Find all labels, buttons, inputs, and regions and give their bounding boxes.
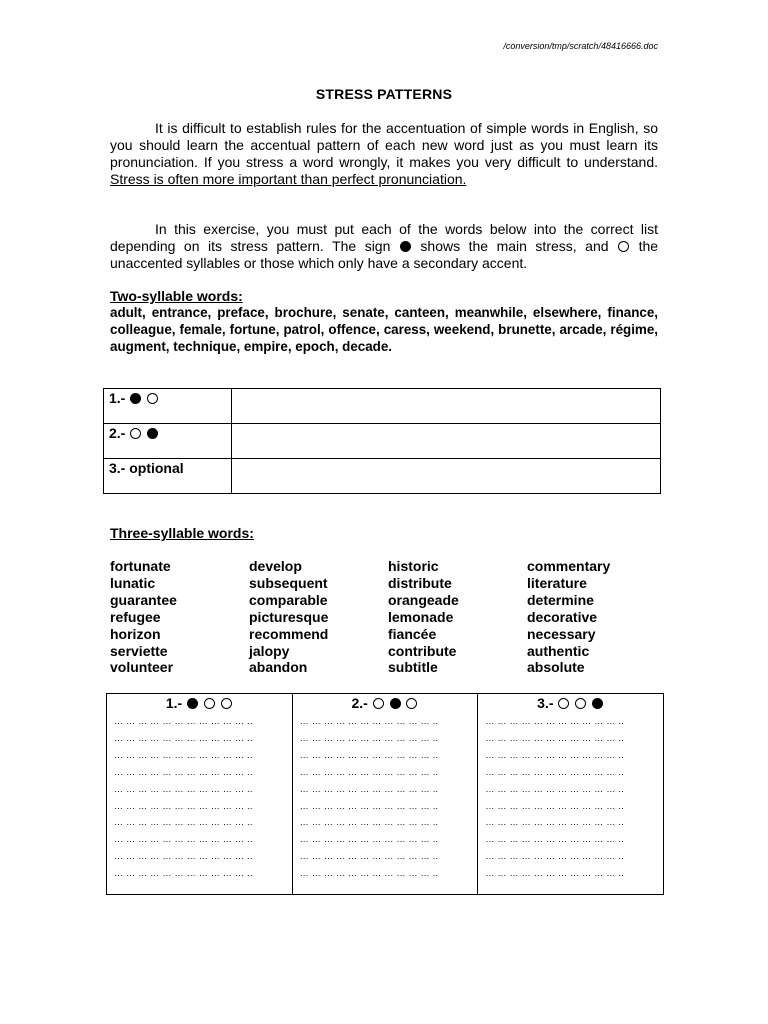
- pattern-number: 3.-: [537, 695, 554, 711]
- blank-line[interactable]: … … … … … … … … … … … ..: [485, 766, 625, 777]
- blank-line[interactable]: … … … … … … … … … … … ..: [299, 834, 439, 845]
- word-item: determine: [527, 591, 594, 608]
- stressed-dot-icon: [390, 698, 401, 709]
- instruction-text-b: shows the main stress, and: [420, 238, 609, 254]
- answer-cell-3[interactable]: [232, 459, 661, 494]
- word-item: distribute: [388, 574, 452, 591]
- unstressed-circle-icon: [406, 698, 417, 709]
- blank-line[interactable]: … … … … … … … … … … … ..: [114, 766, 253, 777]
- word-item: lunatic: [110, 574, 156, 591]
- answer-column-1[interactable]: [107, 694, 293, 895]
- table-row: [107, 694, 664, 895]
- blank-line[interactable]: … … … … … … … … … … … ..: [114, 851, 253, 862]
- stressed-dot-icon: [147, 428, 158, 439]
- word-item: historic: [388, 558, 439, 574]
- page-title: STRESS PATTERNS: [315, 86, 453, 102]
- word-item: subsequent: [249, 574, 328, 591]
- pattern-number: 2.-: [351, 695, 368, 711]
- word-item: decorative: [527, 608, 598, 625]
- blank-line[interactable]: … … … … … … … … … … … ..: [485, 834, 625, 845]
- pattern-label-1: [104, 389, 232, 424]
- blank-lines: [478, 713, 663, 882]
- word-item: contribute: [388, 642, 457, 659]
- blank-line[interactable]: … … … … … … … … … … … ..: [485, 783, 625, 794]
- word-item: comparable: [249, 591, 328, 608]
- blank-line[interactable]: … … … … … … … … … … … ..: [114, 783, 253, 794]
- instruction-text-c: the unaccented syllables or those which only have a secondary accent.: [110, 238, 659, 271]
- word-item: develop: [249, 558, 302, 574]
- pattern-number: 1.-: [109, 390, 126, 406]
- word-item: refugee: [110, 608, 161, 625]
- blank-line[interactable]: … … … … … … … … … … … ..: [114, 749, 253, 760]
- answer-cell-2[interactable]: [232, 424, 661, 459]
- column-head-1: [107, 694, 292, 713]
- two-syllable-heading: Two-syllable words:: [110, 288, 243, 304]
- answer-cell-1[interactable]: [232, 389, 661, 424]
- unstressed-circle-icon: [204, 698, 215, 709]
- word-item: abandon: [249, 659, 308, 676]
- three-syllable-word-grid: [110, 558, 670, 676]
- blank-line[interactable]: … … … … … … … … … … … ..: [299, 716, 439, 726]
- column-head-2: [293, 694, 478, 713]
- blank-line[interactable]: … … … … … … … … … … … ..: [485, 716, 625, 726]
- stressed-dot-icon: [187, 698, 198, 709]
- word-item: literature: [527, 574, 587, 591]
- blank-line[interactable]: … … … … … … … … … … … ..: [299, 817, 439, 828]
- intro-paragraph-2: [110, 221, 658, 272]
- unstressed-circle-icon: [558, 698, 569, 709]
- unstressed-circle-icon: [130, 428, 141, 439]
- blank-line[interactable]: … … … … … … … … … … … ..: [299, 749, 439, 760]
- blank-line[interactable]: … … … … … … … … … … … ..: [485, 749, 625, 760]
- pattern-number: 2.-: [109, 425, 126, 441]
- word-item: fortunate: [110, 558, 171, 574]
- blank-line[interactable]: … … … … … … … … … … … ..: [114, 868, 253, 879]
- table-row: [104, 424, 661, 459]
- word-item: subtitle: [388, 659, 438, 676]
- unstressed-circle-icon: [373, 698, 384, 709]
- word-item: necessary: [527, 625, 596, 642]
- main-stress-dot-icon: [400, 241, 411, 252]
- blank-lines: [107, 713, 292, 882]
- intro-underlined-text: Stress is often more important than perfect pronunciation.: [110, 171, 467, 187]
- word-item: fiancée: [388, 625, 437, 642]
- unstressed-circle-icon: [221, 698, 232, 709]
- intro-paragraph-1: [110, 120, 658, 188]
- blank-line[interactable]: … … … … … … … … … … … ..: [114, 817, 253, 828]
- word-item: lemonade: [388, 608, 454, 625]
- unstressed-circle-icon: [147, 393, 158, 404]
- intro-text: It is difficult to establish rules for the accentuation of simple words in English, so you should learn the accentual pattern of each new word just as you must learn its pronunciation. If you stress a word wrongly, it makes you very difficult to understand.: [110, 120, 658, 170]
- word-item: volunteer: [110, 659, 174, 676]
- table-row: [104, 459, 661, 494]
- blank-line[interactable]: … … … … … … … … … … … ..: [299, 766, 439, 777]
- blank-line[interactable]: … … … … … … … … … … … ..: [299, 732, 439, 743]
- word-item: authentic: [527, 642, 590, 659]
- word-item: commentary: [527, 558, 611, 574]
- stressed-dot-icon: [592, 698, 603, 709]
- word-item: jalopy: [249, 642, 290, 659]
- pattern-label-2: [104, 424, 232, 459]
- word-item: serviette: [110, 642, 168, 659]
- blank-line[interactable]: … … … … … … … … … … … ..: [114, 834, 253, 845]
- blank-line[interactable]: … … … … … … … … … … … ..: [299, 783, 439, 794]
- unstressed-circle-icon: [575, 698, 586, 709]
- blank-line[interactable]: … … … … … … … … … … … ..: [114, 716, 253, 726]
- unstressed-circle-icon: [618, 241, 629, 252]
- blank-line[interactable]: … … … … … … … … … … … ..: [485, 732, 625, 743]
- word-item: orangeade: [388, 591, 459, 608]
- word-item: picturesque: [249, 608, 329, 625]
- column-head-3: [478, 694, 663, 713]
- blank-line[interactable]: … … … … … … … … … … … ..: [485, 817, 625, 828]
- blank-line[interactable]: … … … … … … … … … … … ..: [114, 800, 253, 811]
- stressed-dot-icon: [130, 393, 141, 404]
- word-item: guarantee: [110, 591, 177, 608]
- blank-line[interactable]: … … … … … … … … … … … ..: [485, 800, 625, 811]
- three-syllable-answer-table: [106, 693, 664, 895]
- blank-line[interactable]: … … … … … … … … … … … ..: [299, 868, 439, 879]
- document-path: /conversion/tmp/scratch/48416666.doc: [503, 41, 658, 51]
- two-syllable-answer-table: [103, 388, 661, 494]
- blank-line[interactable]: … … … … … … … … … … … ..: [485, 868, 625, 879]
- pattern-number: 1.-: [165, 695, 183, 711]
- pattern-number: 3.- optional: [109, 460, 184, 476]
- word-item: horizon: [110, 625, 161, 642]
- blank-line[interactable]: … … … … … … … … … … … ..: [299, 851, 439, 862]
- blank-line[interactable]: … … … … … … … … … … … ..: [114, 732, 253, 743]
- pattern-label-3: [104, 459, 232, 494]
- instruction-text-a: In this exercise, you must put each of the words below into the correct list depending on its stress pattern. The sign: [110, 221, 658, 254]
- blank-line[interactable]: … … … … … … … … … … … ..: [299, 800, 439, 811]
- answer-column-3[interactable]: [478, 694, 664, 895]
- answer-column-2[interactable]: [292, 694, 478, 895]
- two-syllable-word-list: adult, entrance, preface, brochure, senate, canteen, meanwhile, elsewhere, finance, colleague, female, fortune, patrol, offence, caress, weekend, brunette, arcade, régime, augment, technique, empire, epoch, decade.: [110, 305, 658, 354]
- word-item: recommend: [249, 625, 329, 642]
- blank-line[interactable]: … … … … … … … … … … … ..: [485, 851, 625, 862]
- table-row: [104, 389, 661, 424]
- blank-lines: [293, 713, 478, 882]
- three-syllable-heading: Three-syllable words:: [110, 525, 254, 541]
- word-item: absolute: [527, 659, 585, 676]
